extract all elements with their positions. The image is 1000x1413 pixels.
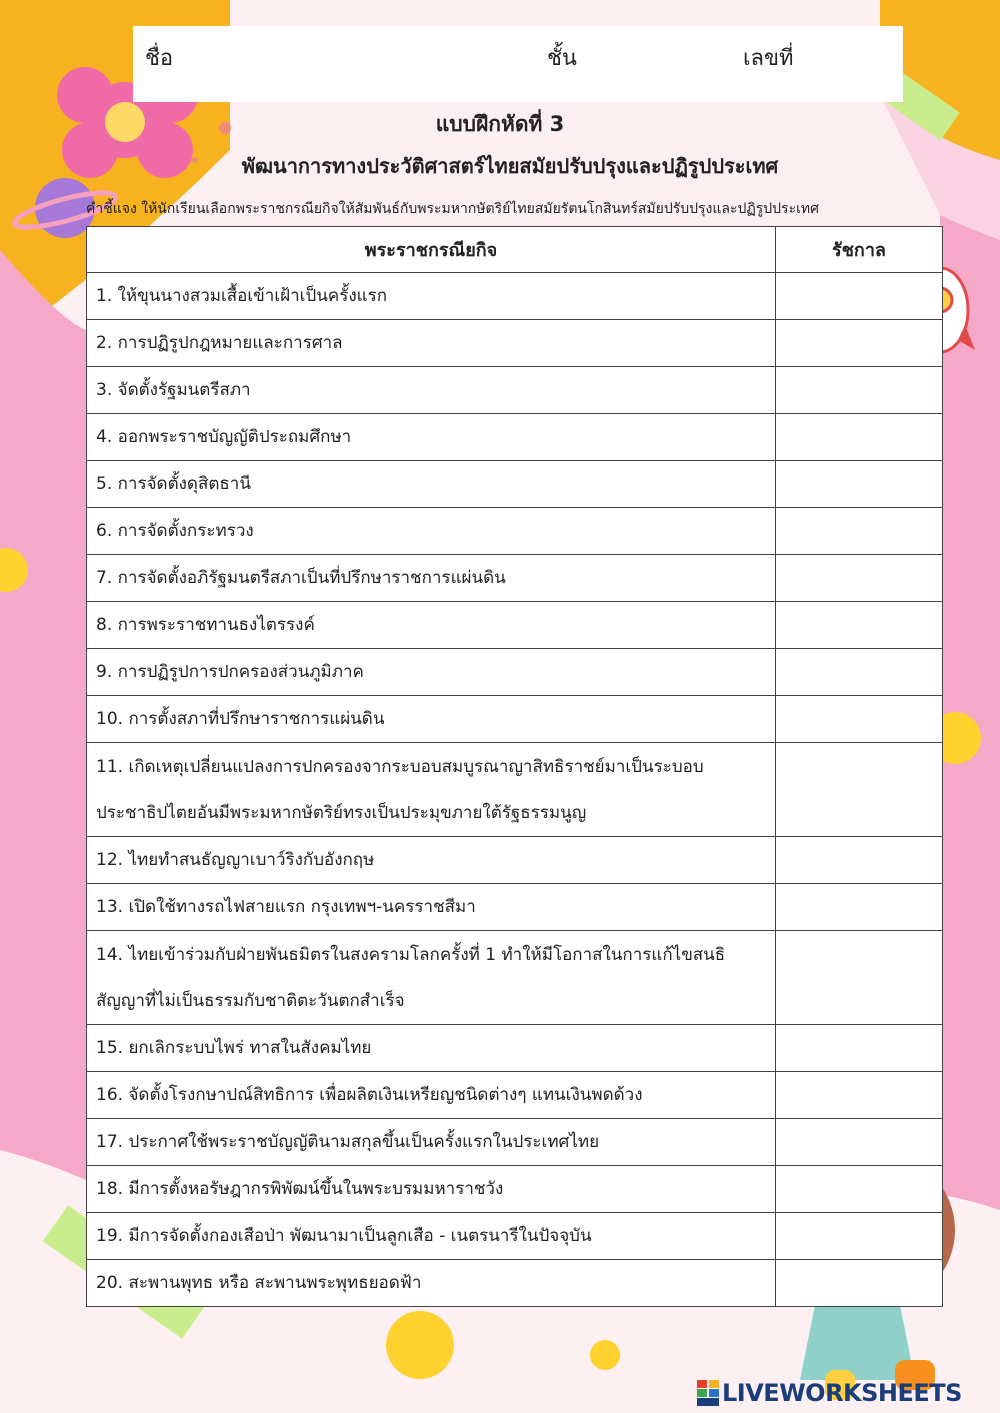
reign-answer-box[interactable] [776,555,943,602]
reign-answer-box[interactable] [776,273,943,320]
worksheet-subtitle: พัฒนาการทางประวัติศาสตร์ไทยสมัยปรับปรุงและปฏิรูปประเทศ [241,154,779,178]
liveworksheets-logo-text: LIVEWORKSHEETS [722,1379,962,1407]
activity-text: 4. ออกพระราชบัญญัติประถมศึกษา [87,414,776,461]
reign-answer-box[interactable] [776,931,943,1025]
reign-answer-box[interactable] [776,461,943,508]
table-row [87,1072,943,1119]
activity-text: 20. สะพานพุทธ หรือ สะพานพระพุทธยอดฟ้า [87,1260,776,1307]
activity-text: 7. การจัดตั้งอภิรัฐมนตรีสภาเป็นที่ปรึกษาราชการแผ่นดิน [87,555,776,602]
reign-answer-box[interactable] [776,414,943,461]
reign-answer-box[interactable] [776,649,943,696]
reign-answer-box[interactable] [776,1025,943,1072]
table-row [87,649,943,696]
reign-answer-box[interactable] [776,837,943,884]
reign-answer-box[interactable] [776,1260,943,1307]
activity-text: 19. มีการจัดตั้งกองเสือป่า พัฒนามาเป็นลูกเสือ - เนตรนารีในปัจจุบัน [87,1213,776,1260]
table-row [87,508,943,555]
activity-text: 18. มีการตั้งหอรัษฎากรพิพัฒน์ขึ้นในพระบรมมหาราชวัง [87,1166,776,1213]
table-row [87,931,943,1025]
header-activity: พระราชกรณียกิจ [87,227,776,273]
activity-text: 15. ยกเลิกระบบไพร่ ทาสในสังคมไทย [87,1025,776,1072]
reign-answer-box[interactable] [776,1166,943,1213]
table-row [87,461,943,508]
activity-text: 11. เกิดเหตุเปลี่ยนแปลงการปกครองจากระบอบสมบูรณาญาสิทธิราชย์มาเป็นระบอบประชาธิปไตยอันมีพระมหากษัตริย์ทรงเป็นประมุขภายใต้รัฐธรรมนูญ [87,743,776,837]
liveworksheets-logo-icon [697,1380,719,1406]
activity-text: 13. เปิดใช้ทางรถไฟสายแรก กรุงเทพฯ-นครราชสีมา [87,884,776,931]
table-row [87,837,943,884]
table-row [87,273,943,320]
table-row [87,367,943,414]
activity-text: 8. การพระราชทานธงไตรรงค์ [87,602,776,649]
table-header-row [87,227,943,273]
reign-answer-box[interactable] [776,602,943,649]
table-row [87,1260,943,1307]
reign-answer-box[interactable] [776,696,943,743]
activity-text: 2. การปฏิรูปกฎหมายและการศาล [87,320,776,367]
reign-answer-box[interactable] [776,884,943,931]
activity-text: 12. ไทยทำสนธัญญาเบาว์ริงกับอังกฤษ [87,837,776,884]
table-row [87,1119,943,1166]
number-label: เลขที่ [743,46,794,71]
reign-answer-box[interactable] [776,743,943,837]
table-row [87,555,943,602]
activity-text: 5. การจัดตั้งดุสิตธานี [87,461,776,508]
table-row [87,602,943,649]
instruction-text: คำชี้แจง ให้นักเรียนเลือกพระราชกรณียกิจให้สัมพันธ์กับพระมหากษัตริย์ไทยสมัยรัตนโกสินทร์สมัยปรับปรุงและปฏิรูปประเทศ [86,201,819,217]
activity-table [86,226,943,1307]
table-row [87,1166,943,1213]
worksheet-title: แบบฝึกหัดที่ 3 [435,112,565,136]
activity-text: 10. การตั้งสภาที่ปรึกษาราชการแผ่นดิน [87,696,776,743]
reign-answer-box[interactable] [776,1213,943,1260]
liveworksheets-logo [697,1378,962,1408]
activity-text: 9. การปฏิรูปการปกครองส่วนภูมิภาค [87,649,776,696]
reign-answer-box[interactable] [776,367,943,414]
table-row [87,1025,943,1072]
activity-text: 1. ให้ขุนนางสวมเสื้อเข้าเฝ้าเป็นครั้งแรก [87,273,776,320]
reign-answer-box[interactable] [776,1072,943,1119]
class-label: ชั้น [547,46,577,71]
activity-text: 6. การจัดตั้งกระทรวง [87,508,776,555]
table-row [87,884,943,931]
reign-answer-box[interactable] [776,1119,943,1166]
student-info-box [133,26,903,102]
activity-text: 16. จัดตั้งโรงกษาปณ์สิทธิการ เพื่อผลิตเงินเหรียญชนิดต่างๆ แทนเงินพดด้วง [87,1072,776,1119]
activity-text: 14. ไทยเข้าร่วมกับฝ่ายพันธมิตรในสงครามโลกครั้งที่ 1 ทำให้มีโอกาสในการแก้ไขสนธิสัญญาที่ไม่เป็นธรรมกับชาติตะวันตกสำเร็จ [87,931,776,1025]
reign-answer-box[interactable] [776,320,943,367]
table-row [87,320,943,367]
activity-text: 17. ประกาศใช้พระราชบัญญัตินามสกุลขึ้นเป็นครั้งแรกในประเทศไทย [87,1119,776,1166]
name-label: ชื่อ [145,46,174,71]
table-row [87,743,943,837]
reign-answer-box[interactable] [776,508,943,555]
table-row [87,414,943,461]
table-row [87,696,943,743]
header-reign: รัชกาล [776,227,943,273]
activity-text: 3. จัดตั้งรัฐมนตรีสภา [87,367,776,414]
table-row [87,1213,943,1260]
